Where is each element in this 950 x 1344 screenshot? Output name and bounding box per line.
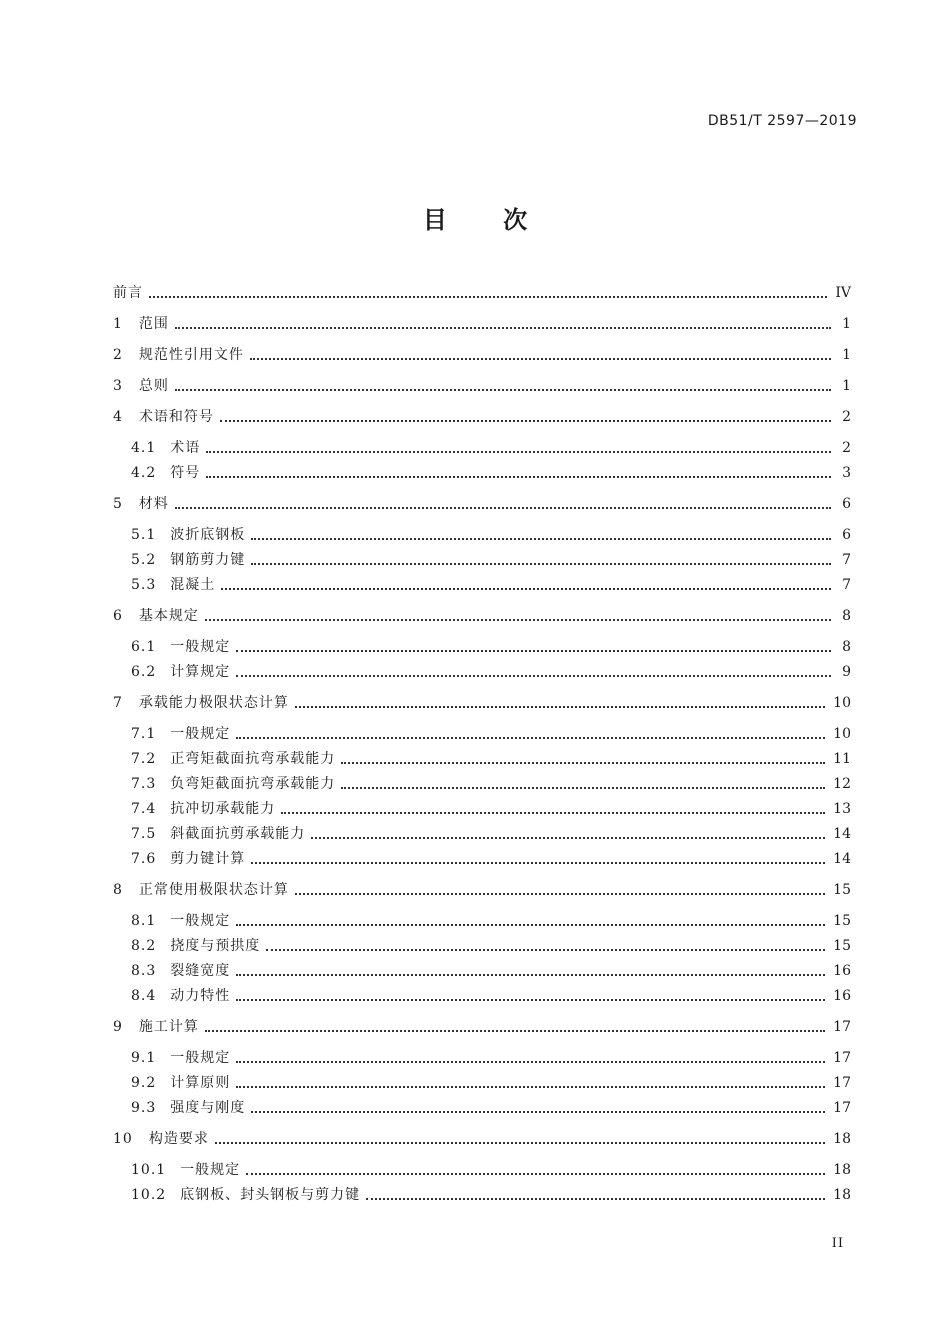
toc-entry-number: 10: [113, 1131, 133, 1147]
toc-entry[interactable]: [131, 575, 851, 595]
toc-entry-page: 6: [842, 527, 851, 543]
toc-entry-label: 混凝土: [170, 577, 216, 593]
toc-entry-number: 8.3: [131, 963, 157, 979]
toc-entry-page: 15: [833, 882, 851, 898]
toc-entry[interactable]: [131, 824, 851, 844]
toc-entry[interactable]: [131, 1160, 851, 1180]
toc-entry-label: 一般规定: [170, 913, 231, 929]
toc-entry-label: 钢筋剪力键: [170, 552, 246, 568]
toc-entry-number: 6.1: [131, 639, 157, 655]
toc-entry[interactable]: [113, 314, 851, 334]
toc-entry-page: 2: [842, 440, 851, 456]
toc-entry-page: 16: [833, 988, 851, 1004]
toc-entry-label: 一般规定: [170, 1050, 231, 1066]
toc-dot-leader: [251, 862, 825, 864]
toc-dot-leader: [236, 1086, 825, 1088]
toc-dot-leader: [295, 706, 825, 708]
toc-entry-page: 1: [842, 316, 851, 332]
toc-dot-leader: [175, 327, 831, 329]
toc-entry[interactable]: [113, 1129, 851, 1149]
toc-dot-leader: [295, 893, 825, 895]
toc-entry[interactable]: [113, 494, 851, 514]
toc-dot-leader: [236, 999, 825, 1001]
toc-entry-label: 底钢板、封头钢板与剪力键: [180, 1187, 361, 1203]
toc-entry-number: 9.3: [131, 1100, 157, 1116]
toc-entry-label: 构造要求: [148, 1131, 209, 1147]
toc-entry-number: 8: [113, 882, 123, 898]
toc-dot-leader: [251, 563, 831, 565]
toc-entry[interactable]: [131, 936, 851, 956]
toc-entry-label: 承载能力极限状态计算: [138, 695, 289, 711]
toc-entry-page: 15: [833, 938, 851, 954]
toc-dot-leader: [215, 1142, 825, 1144]
toc-entry-label: 负弯矩截面抗弯承载能力: [170, 776, 336, 792]
toc-entry-number: 10.1: [131, 1162, 167, 1178]
toc-entry-page: 7: [842, 552, 851, 568]
toc-entry-number: 9.2: [131, 1075, 157, 1091]
toc-dot-leader: [236, 650, 831, 652]
toc-dot-leader: [236, 675, 831, 677]
toc-entry-number: 8.1: [131, 913, 157, 929]
toc-entry-number: 9.1: [131, 1050, 157, 1066]
toc-entry[interactable]: [131, 911, 851, 931]
toc-entry-page: 8: [842, 639, 851, 655]
toc-dot-leader: [366, 1198, 825, 1200]
toc-entry-label: 总则: [138, 378, 169, 394]
toc-entry-label: 前言: [113, 285, 143, 301]
toc-entry[interactable]: [131, 463, 851, 483]
toc-entry-label: 计算规定: [170, 664, 231, 680]
toc-entry-page: 17: [833, 1075, 851, 1091]
document-code: DB51/T 2597—2019: [707, 113, 857, 129]
toc-entry-page: 10: [833, 695, 851, 711]
toc-entry-page: 6: [842, 496, 851, 512]
toc-dot-leader: [205, 619, 831, 621]
toc-entry-page: 1: [842, 347, 851, 363]
toc-dot-leader: [250, 358, 831, 360]
toc-entry-label: 计算原则: [170, 1075, 231, 1091]
toc-entry-page: 14: [833, 851, 851, 867]
toc-entry-page: 13: [833, 801, 851, 817]
toc-entry[interactable]: [113, 283, 851, 303]
toc-entry-number: 10.2: [131, 1187, 167, 1203]
toc-dot-leader: [206, 476, 831, 478]
toc-entry-label: 剪力键计算: [170, 851, 246, 867]
toc-entry-page: 10: [833, 726, 851, 742]
toc-entry-page: 8: [842, 608, 851, 624]
toc-entry-page: IV: [835, 285, 851, 301]
toc-entry-number: 3: [113, 378, 123, 394]
toc-entry[interactable]: [131, 986, 851, 1006]
toc-dot-leader: [236, 737, 825, 739]
toc-entry-number: 5.2: [131, 552, 157, 568]
toc-entry[interactable]: [131, 799, 851, 819]
toc-dot-leader: [341, 787, 825, 789]
toc-entry-number: 6: [113, 608, 123, 624]
toc-entry-number: 7.4: [131, 801, 157, 817]
toc-entry-label: 规范性引用文件: [138, 347, 244, 363]
toc-entry-page: 17: [833, 1019, 851, 1035]
toc-entry-label: 符号: [170, 465, 201, 481]
toc-entry-page: 15: [833, 913, 851, 929]
toc-dot-leader: [251, 1111, 825, 1113]
toc-entry-number: 7.1: [131, 726, 157, 742]
toc-entry[interactable]: [131, 961, 851, 981]
toc-entry-number: 9: [113, 1019, 123, 1035]
toc-entry[interactable]: [131, 774, 851, 794]
toc-entry-label: 正弯矩截面抗弯承载能力: [170, 751, 336, 767]
toc-entry-label: 施工计算: [138, 1019, 199, 1035]
toc-dot-leader: [220, 420, 831, 422]
page-title: 目 次: [422, 206, 552, 234]
toc-entry-label: 裂缝宽度: [170, 963, 231, 979]
toc-entry-number: 6.2: [131, 664, 157, 680]
toc-entry[interactable]: [113, 376, 851, 396]
toc-dot-leader: [311, 837, 825, 839]
page-number: II: [831, 1236, 844, 1251]
toc-entry-page: 17: [833, 1050, 851, 1066]
toc-entry-label: 一般规定: [170, 639, 231, 655]
toc-entry-page: 2: [842, 409, 851, 425]
toc-entry-number: 4: [113, 409, 123, 425]
toc-entry-number: 1: [113, 316, 123, 332]
toc-dot-leader: [341, 762, 825, 764]
toc-entry[interactable]: [131, 525, 851, 545]
toc-entry-label: 材料: [138, 496, 169, 512]
toc-entry[interactable]: [131, 438, 851, 458]
toc-entry-number: 7.5: [131, 826, 157, 842]
toc-entry-number: 5.1: [131, 527, 157, 543]
toc-entry-label: 动力特性: [170, 988, 231, 1004]
toc-entry-page: 16: [833, 963, 851, 979]
toc-entry-label: 抗冲切承载能力: [170, 801, 276, 817]
toc-entry-number: 5.3: [131, 577, 157, 593]
toc-entry-label: 正常使用极限状态计算: [138, 882, 289, 898]
toc-entry-page: 7: [842, 577, 851, 593]
toc-entry-label: 一般规定: [180, 1162, 241, 1178]
toc-entry[interactable]: [113, 880, 851, 900]
toc-entry-page: 17: [833, 1100, 851, 1116]
toc-entry-page: 9: [842, 664, 851, 680]
toc-entry-page: 11: [833, 751, 851, 767]
toc-entry-label: 波折底钢板: [170, 527, 246, 543]
toc-entry[interactable]: [131, 1185, 851, 1205]
toc-entry-label: 一般规定: [170, 726, 231, 742]
toc-entry[interactable]: [131, 749, 851, 769]
toc-entry-number: 4.2: [131, 465, 157, 481]
toc-dot-leader: [175, 507, 831, 509]
toc-entry[interactable]: [113, 345, 851, 365]
toc-dot-leader: [175, 389, 831, 391]
toc-entry[interactable]: [113, 606, 851, 626]
toc-entry-page: 18: [833, 1187, 851, 1203]
toc-entry-number: 5: [113, 496, 123, 512]
toc-entry-label: 强度与刚度: [170, 1100, 246, 1116]
toc-entry-label: 范围: [138, 316, 169, 332]
toc-entry[interactable]: [131, 1048, 851, 1068]
toc-entry-number: 7.6: [131, 851, 157, 867]
toc-entry[interactable]: [131, 637, 851, 657]
toc-entry[interactable]: [131, 662, 851, 682]
toc-entry[interactable]: [131, 550, 851, 570]
toc-dot-leader: [236, 974, 825, 976]
toc-dot-leader: [281, 812, 825, 814]
toc-entry-number: 7.3: [131, 776, 157, 792]
toc-entry-page: 1: [842, 378, 851, 394]
toc-entry-label: 术语: [170, 440, 201, 456]
toc-entry-page: 18: [833, 1162, 851, 1178]
toc-entry-page: 12: [833, 776, 851, 792]
toc-entry-page: 3: [842, 465, 851, 481]
toc-dot-leader: [251, 538, 831, 540]
toc-entry[interactable]: [113, 407, 851, 427]
toc-dot-leader: [246, 1173, 825, 1175]
toc-dot-leader: [266, 949, 825, 951]
toc-dot-leader: [206, 451, 831, 453]
toc-dot-leader: [236, 1061, 825, 1063]
toc-entry-number: 8.4: [131, 988, 157, 1004]
toc-entry-number: 2: [113, 347, 123, 363]
toc-dot-leader: [205, 1030, 825, 1032]
table-of-contents: [113, 0, 851, 1344]
toc-entry-number: 4.1: [131, 440, 157, 456]
toc-entry-page: 18: [833, 1131, 851, 1147]
toc-entry[interactable]: [113, 693, 851, 713]
toc-dot-leader: [221, 588, 831, 590]
toc-entry[interactable]: [131, 1098, 851, 1118]
toc-dot-leader: [149, 296, 827, 298]
toc-entry-label: 基本规定: [138, 608, 199, 624]
toc-entry-label: 斜截面抗剪承载能力: [170, 826, 306, 842]
toc-entry-number: 7.2: [131, 751, 157, 767]
toc-entry-number: 8.2: [131, 938, 157, 954]
toc-dot-leader: [236, 924, 825, 926]
toc-entry[interactable]: [131, 849, 851, 869]
toc-entry-number: 7: [113, 695, 123, 711]
toc-entry-label: 挠度与预拱度: [170, 938, 261, 954]
toc-entry[interactable]: [113, 1017, 851, 1037]
toc-entry[interactable]: [131, 1073, 851, 1093]
toc-entry[interactable]: [131, 724, 851, 744]
toc-entry-label: 术语和符号: [138, 409, 214, 425]
toc-entry-page: 14: [833, 826, 851, 842]
